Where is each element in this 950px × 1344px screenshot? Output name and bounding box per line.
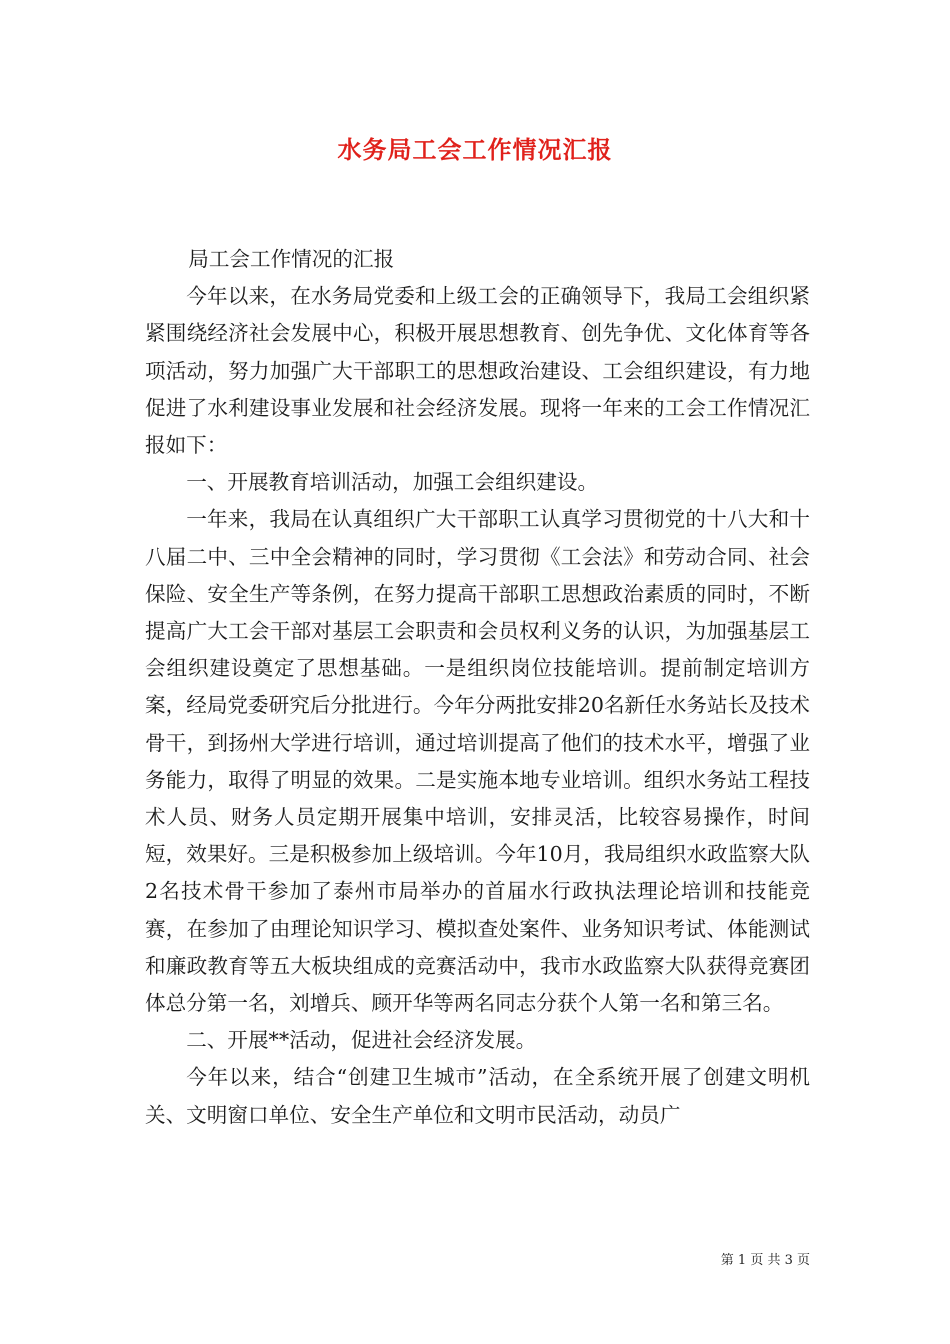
page-number-footer: 第 1 页 共 3 页 xyxy=(720,1253,810,1268)
paragraph-subtitle: 局工会工作情况的汇报 xyxy=(188,247,395,271)
paragraph-intro: 今年以来，在水务局党委和上级工会的正确领导下，我局工会组织紧紧围绕经济社会发展中心，积极开展思想教育、创先争优、文化体育等各项活动，努力加强广大干部职工的思想政治建设、工会组织建设，有力地促进了水利建设事业发展和社会经济发展。现将一年来的工会工作情况汇报如下： xyxy=(145,284,810,458)
document-title: 水务局工会工作情况汇报 xyxy=(337,136,613,164)
section-heading-1: 一、开展教育培训活动，加强工会组织建设。 xyxy=(186,470,599,495)
section-heading-2: 二、开展**活动，促进社会经济发展。 xyxy=(186,1028,537,1053)
paragraph-section-1: 一年来，我局在认真组织广大干部职工认真学习贯彻党的十八大和十八届二中、三中全会精神的同时，学习贯彻《工会法》和劳动合同、社会保险、安全生产等条例，在努力提高干部职工思想政治素质的同时，不断提高广大工会干部对基层工会职责和会员权利义务的认识，为加强基层工会组织建设奠定了思想基础。一是组织岗位技能培训。提前制定培训方案，经局党委研究后分批进行。今年分两批安排20名新任水务站长及技术骨干，到扬州大学进行培训，通过培训提高了他们的技术水平，增强了业务能力，取得了明显的效果。二是实施本地专业培训。组织水务站工程技术人员、财务人员定期开展集中培训，安排灵活，比较容易操作，时间短，效果好。三是积极参加上级培训。今年10月，我局组织水政监察大队2名技术骨干参加了泰州市局举办的首届水行政执法理论培训和技能竞赛，在参加了由理论知识学习、模拟查处案件、业务知识考试、体能测试和廉政教育等五大板块组成的竞赛活动中，我市水政监察大队获得竞赛团体总分第一名，刘增兵、顾开华等两名同志分获个人第一名和第三名。 xyxy=(145,507,810,1016)
paragraph-section-2: 今年以来，结合“创建卫生城市”活动，在全系统开展了创建文明机关、文明窗口单位、安全生产单位和文明市民活动，动员广 xyxy=(145,1065,810,1127)
document-body xyxy=(145,241,810,1134)
